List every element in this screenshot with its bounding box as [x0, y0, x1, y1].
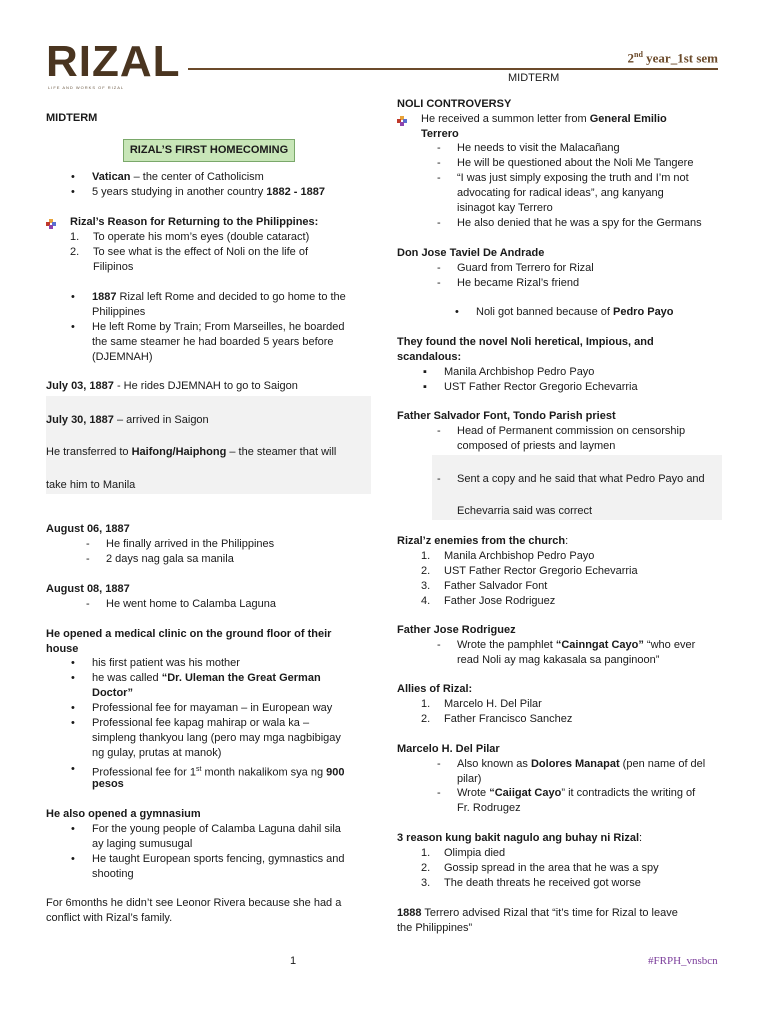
- list-item: • Vatican – the center of Catholicism: [92, 170, 264, 185]
- year-label: 2nd year_1st sem: [627, 50, 718, 66]
- list-item: - He finally arrived in the Philippines: [106, 537, 274, 552]
- list-item-cont: pilar): [457, 773, 482, 785]
- section-heading: Don Jose Taviel De Andrade: [397, 247, 545, 259]
- list-item: • Noli got banned because of Pedro Payo: [476, 305, 674, 320]
- list-item: • 5 years studying in another country 1882 - 1887: [92, 185, 325, 200]
- list-item: 2. UST Father Rector Gregorio Echevarria: [421, 565, 638, 577]
- paragraph: He received a summon letter from General Emilio: [421, 113, 667, 125]
- list-item: • Professional fee for mayaman – in European way: [92, 701, 332, 716]
- list-item-cont: Philippines: [92, 306, 146, 318]
- section-heading: Rizal’s Reason for Returning to the Philippines:: [70, 216, 319, 228]
- list-item-cont: the same steamer he had boarded 5 years before: [92, 336, 334, 348]
- list-item: - Wrote the pamphlet “Cainngat Cayo” “who ever: [457, 638, 695, 653]
- list-item: • For the young people of Calamba Laguna dahil sila: [92, 822, 341, 837]
- header-subtitle: MIDTERM: [508, 72, 560, 84]
- list-item: - Also known as Dolores Manapat (pen name of del: [457, 757, 705, 772]
- section-heading: Allies of Rizal:: [397, 683, 473, 695]
- list-item: • he was called “Dr. Uleman the Great German: [92, 671, 321, 686]
- section-heading: Marcelo H. Del Pilar: [397, 743, 500, 755]
- diamond-bullet-icon: [46, 219, 55, 228]
- list-item-cont: ay laging sumusugal: [92, 838, 193, 850]
- section-heading: MIDTERM: [46, 112, 98, 124]
- page-number: 1: [290, 955, 297, 967]
- logo: RIZAL: [46, 37, 181, 86]
- date-entry: July 03, 1887 - He rides DJEMNAH to go to Saigon: [46, 380, 298, 392]
- list-item-cont: Echevarria said was correct: [457, 505, 593, 517]
- logo-tagline: LIFE AND WORKS OF RIZAL: [48, 85, 125, 90]
- list-item: • 1887 Rizal left Rome and decided to go home to the: [92, 290, 346, 305]
- list-item: - Wrote “Caiigat Cayo” it contradicts the writing of: [457, 786, 695, 801]
- list-item-cont: Filipinos: [93, 261, 134, 273]
- section-heading: They found the novel Noli heretical, Impious, and: [397, 336, 654, 348]
- list-item: ▪ Manila Archbishop Pedro Payo: [444, 365, 594, 380]
- section-heading: 3 reason kung bakit nagulo ang buhay ni Rizal:: [397, 832, 643, 844]
- section-heading-cont: scandalous:: [397, 351, 462, 363]
- section-heading: NOLI CONTROVERSY: [397, 98, 512, 110]
- list-item: - 2 days nag gala sa manila: [106, 552, 234, 567]
- list-item-cont: Fr. Rodrugez: [457, 802, 521, 814]
- section-heading-cont: house: [46, 643, 79, 655]
- list-item-cont: (DJEMNAH): [92, 351, 153, 363]
- list-item-cont: shooting: [92, 868, 134, 880]
- list-item: • He taught European sports fencing, gymnastics and: [92, 852, 345, 867]
- list-item: - He also denied that he was a spy for the Germans: [457, 216, 702, 231]
- homecoming-title-box: RIZAL’S FIRST HOMECOMING: [123, 139, 295, 162]
- list-item-cont: advocating for radical ideas”, ang kanyang: [457, 187, 664, 199]
- list-item: 1. Olimpia died: [421, 847, 506, 859]
- list-item: 1. Marcelo H. Del Pilar: [421, 698, 542, 710]
- list-item-cont: isinagot kay Terrero: [457, 202, 553, 214]
- list-item-cont: Doctor”: [92, 687, 133, 699]
- paragraph-cont: Terrero: [421, 128, 459, 140]
- list-item: • Professional fee kapag mahirap or wala ka –: [92, 716, 309, 731]
- list-item: 4. Father Jose Rodriguez: [421, 595, 556, 607]
- list-item: 1. Manila Archbishop Pedro Payo: [421, 550, 595, 562]
- list-item: - He became Rizal’s friend: [457, 276, 579, 291]
- paragraph: 1888 Terrero advised Rizal that “it’s time for Rizal to leave: [397, 907, 678, 919]
- paragraph: He transferred to Haifong/Haiphong – the steamer that will: [46, 446, 337, 458]
- list-item: - Sent a copy and he said that what Pedro Payo and: [457, 472, 705, 487]
- list-item: 2. To see what is the effect of Noli on the life of: [70, 246, 309, 258]
- section-heading: He opened a medical clinic on the ground floor of their: [46, 628, 332, 640]
- list-item: - “I was just simply exposing the truth and I’m not: [457, 171, 689, 186]
- diamond-bullet-icon: [397, 116, 406, 125]
- list-item: 1. To operate his mom’s eyes (double cataract): [70, 231, 310, 243]
- list-item: ▪ UST Father Rector Gregorio Echevarria: [444, 380, 638, 395]
- list-item-cont: composed of priests and laymen: [457, 440, 616, 452]
- list-item: - He needs to visit the Malacañang: [457, 141, 620, 156]
- section-heading: Father Salvador Font, Tondo Parish priest: [397, 410, 616, 422]
- section-heading: Rizal’z enemies from the church:: [397, 535, 569, 547]
- list-item-cont: pesos: [92, 778, 124, 790]
- list-item: - Guard from Terrero for Rizal: [457, 261, 594, 276]
- date-entry: July 30, 1887 – arrived in Saigon: [46, 414, 209, 426]
- paragraph-cont: conflict with Rizal’s family.: [46, 912, 173, 924]
- list-item-cont: read Noli ay mag kakasala sa panginoon”: [457, 654, 660, 666]
- section-heading: He also opened a gymnasium: [46, 808, 201, 820]
- list-item: 2. Gossip spread in the area that he was a spy: [421, 862, 659, 874]
- list-item: - He will be questioned about the Noli Me Tangere: [457, 156, 693, 171]
- paragraph-cont: the Philippines”: [397, 922, 473, 934]
- list-item: 3. Father Salvador Font: [421, 580, 548, 592]
- list-item: 3. The death threats he received got worse: [421, 877, 641, 889]
- list-item-cont: simpleng thankyou lang (pero may mga nagbibigay: [92, 732, 341, 744]
- header-rule: [188, 68, 718, 70]
- date-heading: August 06, 1887: [46, 523, 130, 535]
- list-item: • He left Rome by Train; From Marseilles, he boarded: [92, 320, 345, 335]
- list-item: • Professional fee for 1st month nakalikom sya ng 900: [92, 762, 345, 781]
- list-item: • his first patient was his mother: [92, 656, 240, 671]
- list-item: - Head of Permanent commission on censorship: [457, 424, 685, 439]
- paragraph-cont: take him to Manila: [46, 479, 136, 491]
- list-item: - He went home to Calamba Laguna: [106, 597, 276, 612]
- section-heading: Father Jose Rodriguez: [397, 624, 516, 636]
- date-heading: August 08, 1887: [46, 583, 130, 595]
- list-item-cont: ng gulay, prutas at manok): [92, 747, 222, 759]
- footer-tag: #FRPH_vnsbcn: [648, 955, 718, 967]
- paragraph: For 6months he didn’t see Leonor Rivera because she had a: [46, 897, 342, 909]
- list-item: 2. Father Francisco Sanchez: [421, 713, 573, 725]
